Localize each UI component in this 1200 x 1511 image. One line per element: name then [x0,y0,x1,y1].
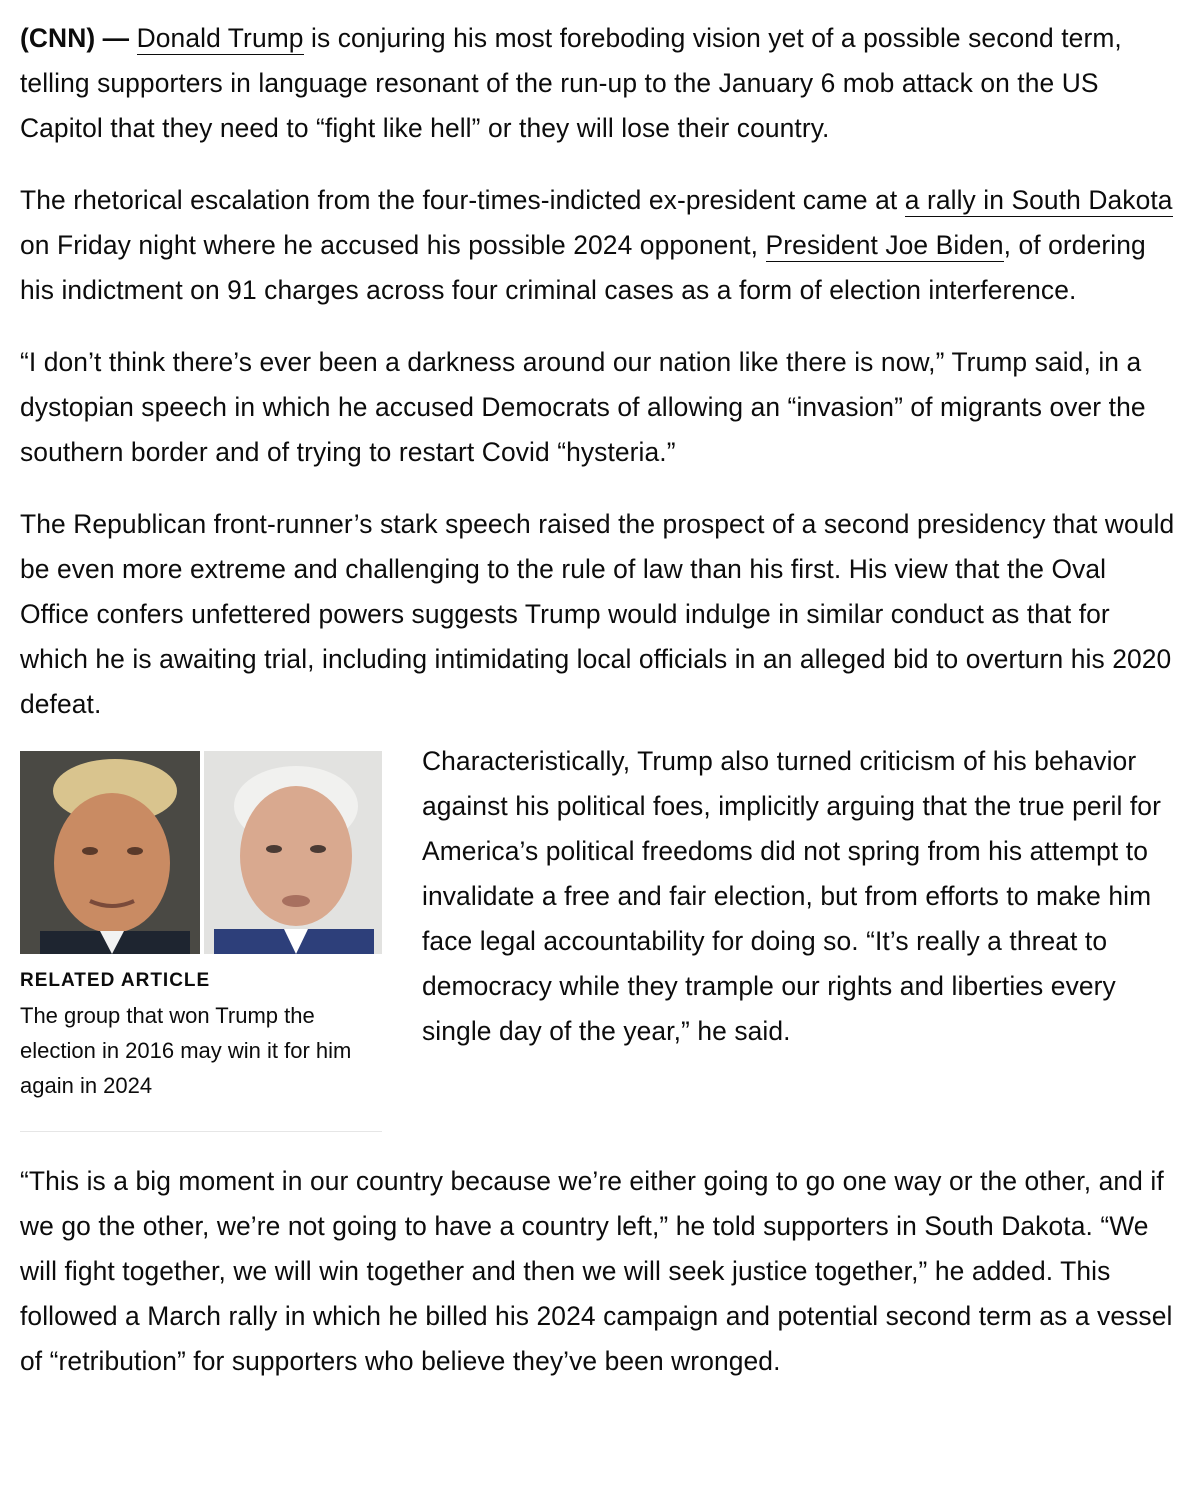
related-article-divider [20,1131,382,1132]
related-article-title[interactable]: The group that won Trump the election in 2016 may win it for him again in 2024 [20,1003,352,1098]
source-lead: (CNN) — [20,23,130,53]
link-donald-trump[interactable]: Donald Trump [136,23,304,53]
related-article-card[interactable] [20,727,382,1132]
trump-photo-illustration [20,751,200,954]
related-article-label: RELATED ARTICLE [20,970,211,991]
paragraph-6: “This is a big moment in our country because we’re either going to go one way or the other, and if we go the other, we’re not going to have a country left,” he told supporters in South Dakota. “We will fight together, we will win together and then we will seek justice together,” he added. This followed a March rally in which he billed his 2024 campaign and potential second term as a vessel of “retribution” for supporters who believe they’ve been wronged. [20,1166,1173,1376]
related-section [20,727,1180,1132]
biden-photo-illustration [204,751,382,954]
trump-photo [20,751,200,954]
paragraph-3: “I don’t think there’s ever been a darkness around our nation like there is now,” Trump said, in a dystopian speech in which he accused Democrats of allowing an “invasion” of migrants over the southern border and of trying to restart Covid “hysteria.” [20,347,1146,467]
paragraph-2 [20,178,1180,313]
paragraph-5: Characteristically, Trump also turned criticism of his behavior against his political foes, implicitly arguing that the true peril for America’s political freedoms did not spring from his attempt to invalidate a free and fair election, but from efforts to make him face legal accountability for doing so. “It’s really a threat to democracy while they trample our rights and liberties every single day of the year,” he said. [422,746,1161,1046]
paragraph-2-text-middle: on Friday night where he accused his possible 2024 opponent, [20,230,766,260]
paragraph-2-text-after: , of ordering his indictment on 91 charges across four criminal cases as a form of election interference. [20,230,1146,305]
paragraph-2-text-before: The rhetorical escalation from the four-times-indicted ex-president came at [20,185,905,215]
biden-photo [204,751,382,954]
link-president-joe-biden[interactable]: President Joe Biden [765,230,1004,260]
paragraph-4: The Republican front-runner’s stark speech raised the prospect of a second presidency that would be even more extreme and challenging to the rule of law than his first. His view that the Oval Office confers unfettered powers suggests Trump would indulge in similar conduct as that for which he is awaiting trial, including intimidating local officials in an alleged bid to overturn his 2020 defeat. [20,509,1175,719]
paragraph-1 [20,0,1180,151]
related-article-image[interactable] [20,751,382,954]
link-rally-south-dakota[interactable]: a rally in South Dakota [904,185,1173,215]
paragraph-1-text: is conjuring his most foreboding vision yet of a possible second term, telling supporters in language resonant of the run-up to the January 6 mob attack on the US Capitol that they need to “fight like hell” or they will lose their country. [20,23,1122,143]
